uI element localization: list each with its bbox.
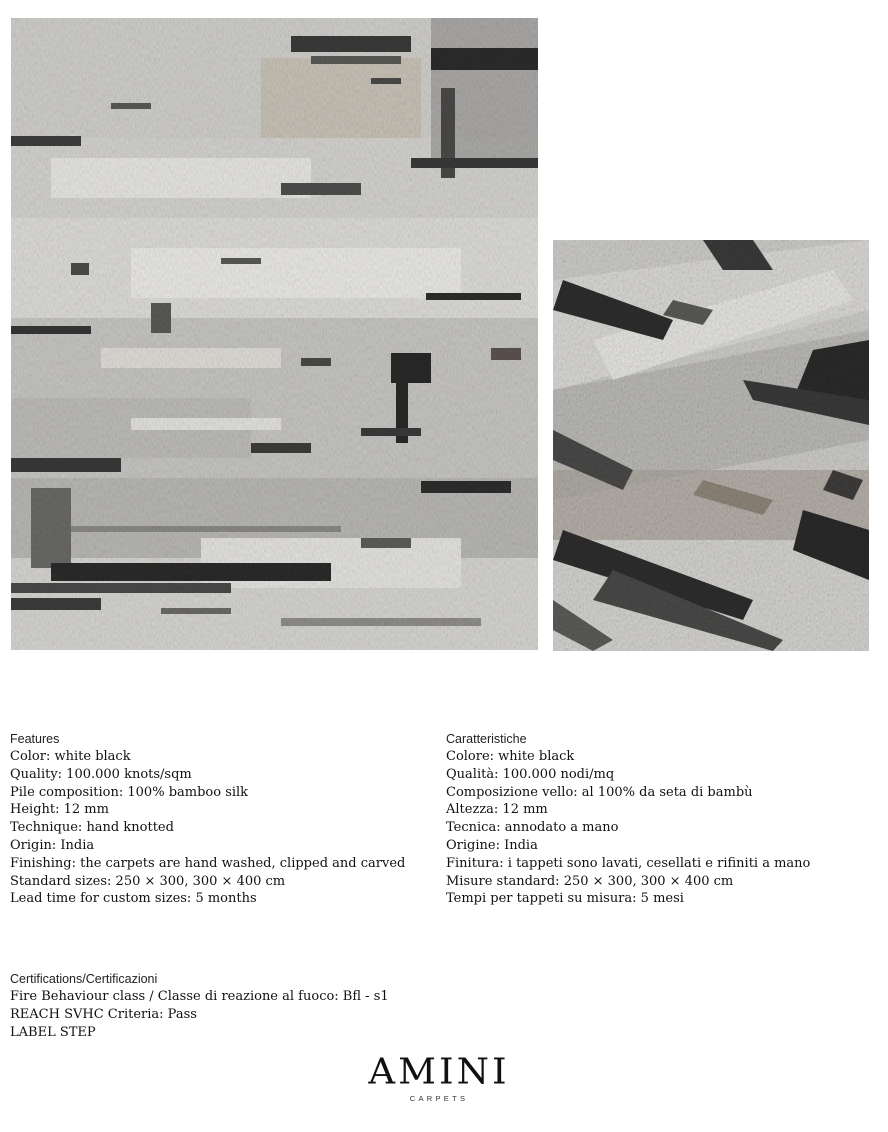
amini-logo [344,1052,534,1103]
feature-line: Technique: hand knotted [10,820,174,836]
certification-line: REACH SVHC Criteria: Pass [10,1006,197,1022]
certifications-section [10,971,610,1041]
caratteristica-line: Tempi per tappeti su misura: 5 mesi [446,891,684,907]
caratteristica-line: Qualità: 100.000 nodi/mq [446,766,615,782]
feature-line: Origin: India [10,837,95,853]
caratteristiche-heading: Caratteristiche [446,732,527,746]
caratteristica-line: Origine: India [446,837,538,853]
feature-line: Height: 12 mm [10,802,109,818]
feature-line: Quality: 100.000 knots/sqm [10,766,192,782]
logo-subtitle: CARPETS [409,1094,469,1103]
rug-main-image [11,18,538,650]
features-heading: Features [10,732,60,746]
caratteristica-line: Altezza: 12 mm [446,802,548,818]
certifications-heading: Certifications/Certificazioni [10,972,158,986]
feature-line: Lead time for custom sizes: 5 months [10,891,257,907]
caratteristica-line: Finitura: i tappeti sono lavati, cesellati e rifiniti a mano [446,855,811,871]
caratteristica-line: Composizione vello: al 100% da seta di bambù [446,784,753,800]
feature-line: Standard sizes: 250 × 300, 300 × 400 cm [10,873,286,889]
rug-detail-image [553,240,869,651]
feature-line: Pile composition: 100% bamboo silk [10,784,249,800]
caratteristica-line: Misure standard: 250 × 300, 300 × 400 cm [446,873,734,889]
feature-line: Color: white black [10,749,131,764]
features-section [10,731,430,908]
certification-line: LABEL STEP [10,1024,96,1040]
feature-line: Finishing: the carpets are hand washed, clipped and carved [10,855,406,871]
caratteristica-line: Colore: white black [446,749,575,764]
certification-line: Fire Behaviour class / Classe di reazione al fuoco: Bfl - s1 [10,989,389,1004]
caratteristiche-section [446,731,876,908]
caratteristica-line: Tecnica: annodato a mano [446,820,619,836]
logo-wordmark: AMINI [368,1051,510,1092]
